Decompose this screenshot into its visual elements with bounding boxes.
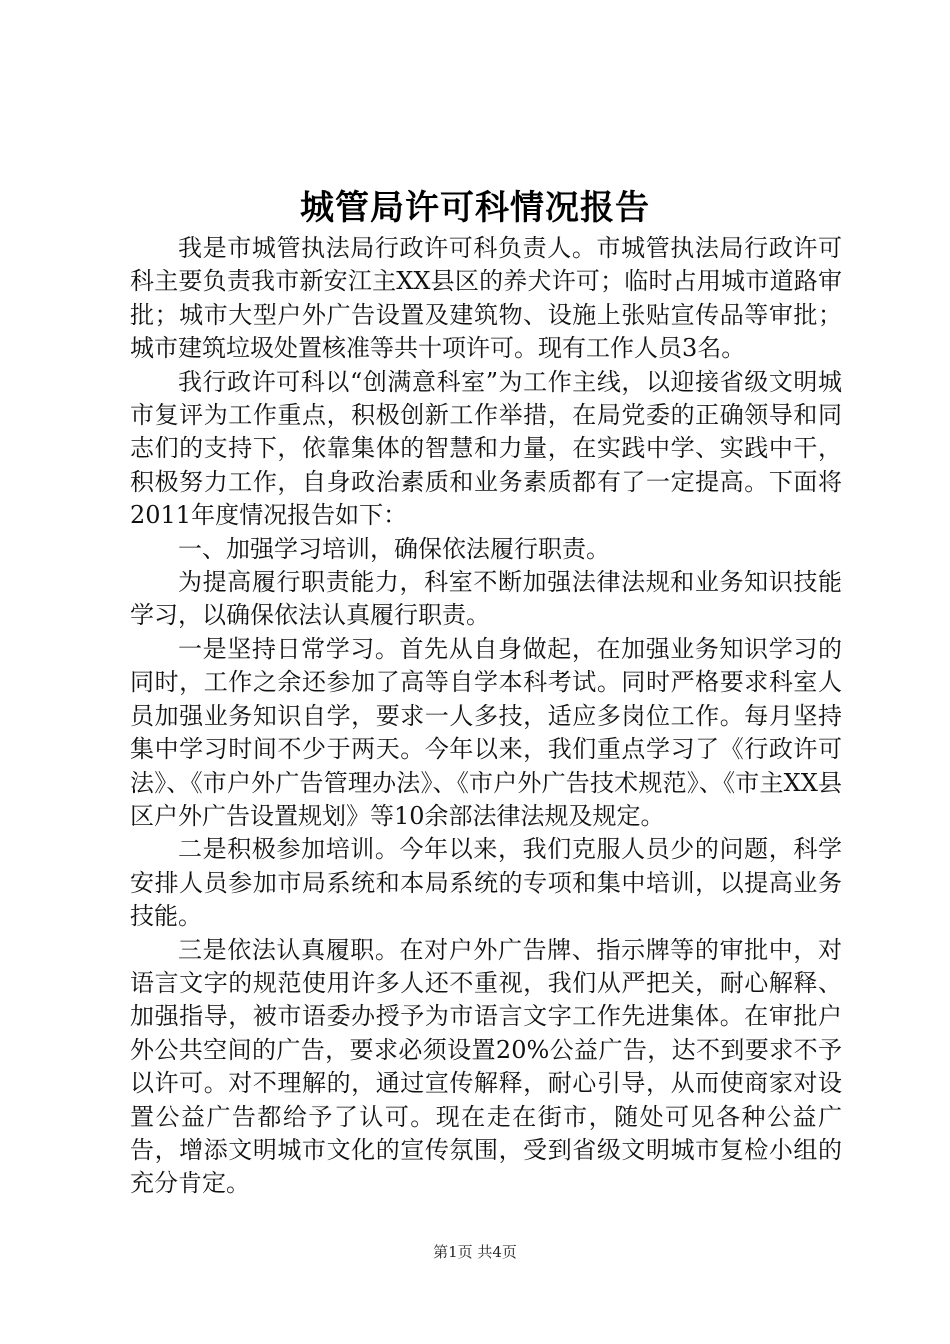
- paragraph-1: 我是市城管执法局行政许可科负责人。市城管执法局行政许可科主要负责我市新安江主XX县区的养犬许可；临时占用城市道路审批；城市大型户外广告设置及建筑物、设施上张贴宣传品等审批；城市建筑垃圾处置核准等共十项许可。现有工作人员3名。: [130, 234, 842, 363]
- paragraph-3: 为提高履行职责能力，科室不断加强法律法规和业务知识技能学习，以确保依法认真履行职责。: [130, 568, 842, 630]
- section-heading-1: 一、加强学习培训，确保依法履行职责。: [178, 534, 610, 563]
- page-indicator: 第1页 共4页: [433, 1243, 517, 1261]
- paragraph-5: 二是积极参加培训。今年以来，我们克服人员少的问题，科学安排人员参加市局系统和本局系统的专项和集中培训，以提高业务技能。: [130, 835, 842, 931]
- document-body: [130, 232, 842, 1201]
- paragraph-2: 我行政许可科以“创满意科室”为工作主线，以迎接省级文明城市复评为工作重点，积极创新工作举措，在局党委的正确领导和同志们的支持下，依靠集体的智慧和力量，在实践中学、实践中干，积极努力工作，自身政治素质和业务素质都有了一定提高。下面将2011年度情况报告如下：: [130, 367, 842, 530]
- paragraph-4: 一是坚持日常学习。首先从自身做起，在加强业务知识学习的同时，工作之余还参加了高等自学本科考试。同时严格要求科室人员加强业务知识自学，要求一人多技，适应多岗位工作。每月坚持集中学习时间不少于两天。今年以来，我们重点学习了《行政许可法》、《市户外广告管理办法》、《市户外广告技术规范》、《市主XX县区户外广告设置规划》等10余部法律法规及规定。: [130, 634, 842, 830]
- paragraph-6: 三是依法认真履职。在对户外广告牌、指示牌等的审批中，对语言文字的规范使用许多人还不重视，我们从严把关，耐心解释、加强指导，被市语委办授予为市语言文字工作先进集体。在审批户外公共空间的广告，要求必须设置20%公益广告，达不到要求不予以许可。对不理解的，通过宣传解释，耐心引导，从而使商家对设置公益广告都给予了认可。现在走在街市，随处可见各种公益广告，增添文明城市文化的宣传氛围，受到省级文明城市复检小组的充分肯定。: [130, 935, 842, 1198]
- document-title: 城管局许可科情况报告: [300, 188, 650, 228]
